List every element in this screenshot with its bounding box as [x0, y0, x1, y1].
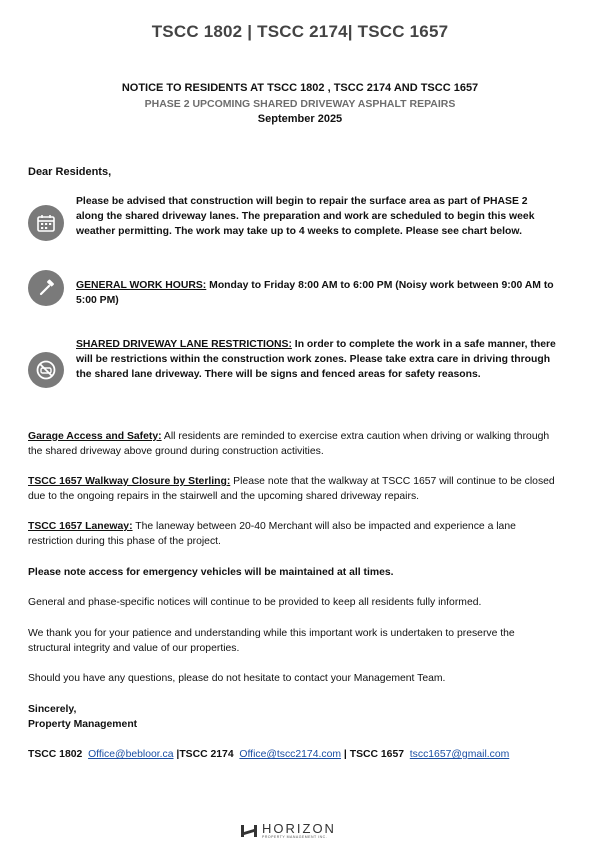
walkway-paragraph [28, 474, 558, 504]
lane-restrictions-text [76, 337, 558, 382]
tscc1802-label: TSCC 1802 [28, 749, 83, 760]
greeting: Dear Residents, [28, 166, 112, 178]
garage-body: All residents are reminded to exercise extra caution when driving or walking through the shared driveway above ground during construction activities. [28, 431, 550, 457]
contact-separator: | [343, 749, 347, 760]
closing: Sincerely, [28, 704, 77, 715]
thanks-paragraph: We thank you for your patience and understanding while this important work is undertaken to preserve the structural integrity and value of our properties. [28, 628, 515, 654]
walkway-heading: TSCC 1657 Walkway Closure by Sterling: [28, 476, 231, 487]
no-parking-icon [28, 352, 64, 388]
contact-line [28, 747, 558, 762]
lane-restrictions-heading: SHARED DRIVEWAY LANE RESTRICTIONS: [76, 339, 292, 350]
work-hours-body: Monday to Friday 8:00 AM to 6:00 PM (Noisy work between 9:00 AM to 5:00 PM) [76, 280, 554, 306]
laneway-heading: TSCC 1657 Laneway: [28, 521, 133, 532]
garage-heading: Garage Access and Safety: [28, 431, 162, 442]
notice-subtitle: PHASE 2 UPCOMING SHARED DRIVEWAY ASPHALT REPAIRS [144, 98, 456, 110]
horizon-logo [240, 822, 336, 839]
tscc1657-email-link[interactable]: tscc1657@gmail.com [409, 749, 510, 760]
signature: Property Management [28, 719, 138, 730]
walkway-body: Please note that the walkway at TSCC 1657 will continue to be closed due to the ongoing repairs in the stairwell and the upcoming shared driveway repairs. [28, 476, 555, 502]
questions-paragraph: Should you have any questions, please do not hesitate to contact your Management Team. [28, 673, 446, 684]
calendar-icon [28, 205, 64, 241]
garage-paragraph [28, 429, 558, 459]
tscc1802-email-link[interactable]: Office@bebloor.ca [88, 749, 174, 760]
tscc2174-label: |TSCC 2174 [176, 749, 234, 760]
lane-restrictions-body: In order to complete the work in a safe manner, there will be restrictions within the construction work zones. Please take extra care in driving through the shared lane driveway. There will be signs and fenced areas for safety reasons. [76, 339, 556, 380]
hammer-icon [28, 270, 64, 306]
emergency-paragraph: Please note access for emergency vehicles will be maintained at all times. [28, 567, 394, 578]
notices-paragraph: General and phase-specific notices will continue to be provided to keep all residents fully informed. [28, 597, 482, 608]
notice-date: September 2025 [257, 113, 343, 125]
work-hours-text [76, 278, 558, 308]
logo-name: HORIZON [262, 821, 336, 836]
laneway-body: The laneway between 20-40 Merchant will also be impacted and experience a lane restriction during this phase of the project. [28, 521, 516, 547]
logo-tagline: PROPERTY MANAGEMENT INC. [262, 835, 328, 839]
laneway-paragraph [28, 519, 558, 549]
construction-notice-text: Please be advised that construction will begin to repair the surface area as part of PHASE 2 along the shared driveway lanes. The preparation and work are scheduled to begin this week weather permitting. The work may take up to 4 weeks to complete. Please see chart below. [76, 196, 535, 237]
notice-title: NOTICE TO RESIDENTS AT TSCC 1802 , TSCC 2174 AND TSCC 1657 [121, 82, 479, 94]
tscc1657-label: TSCC 1657 [349, 749, 405, 760]
tscc2174-email-link[interactable]: Office@tscc2174.com [239, 749, 342, 760]
work-hours-heading: GENERAL WORK HOURS: [76, 280, 207, 291]
horizon-logo-mark-icon [240, 823, 258, 839]
page-header: TSCC 1802 | TSCC 2174| TSCC 1657 [151, 22, 449, 41]
